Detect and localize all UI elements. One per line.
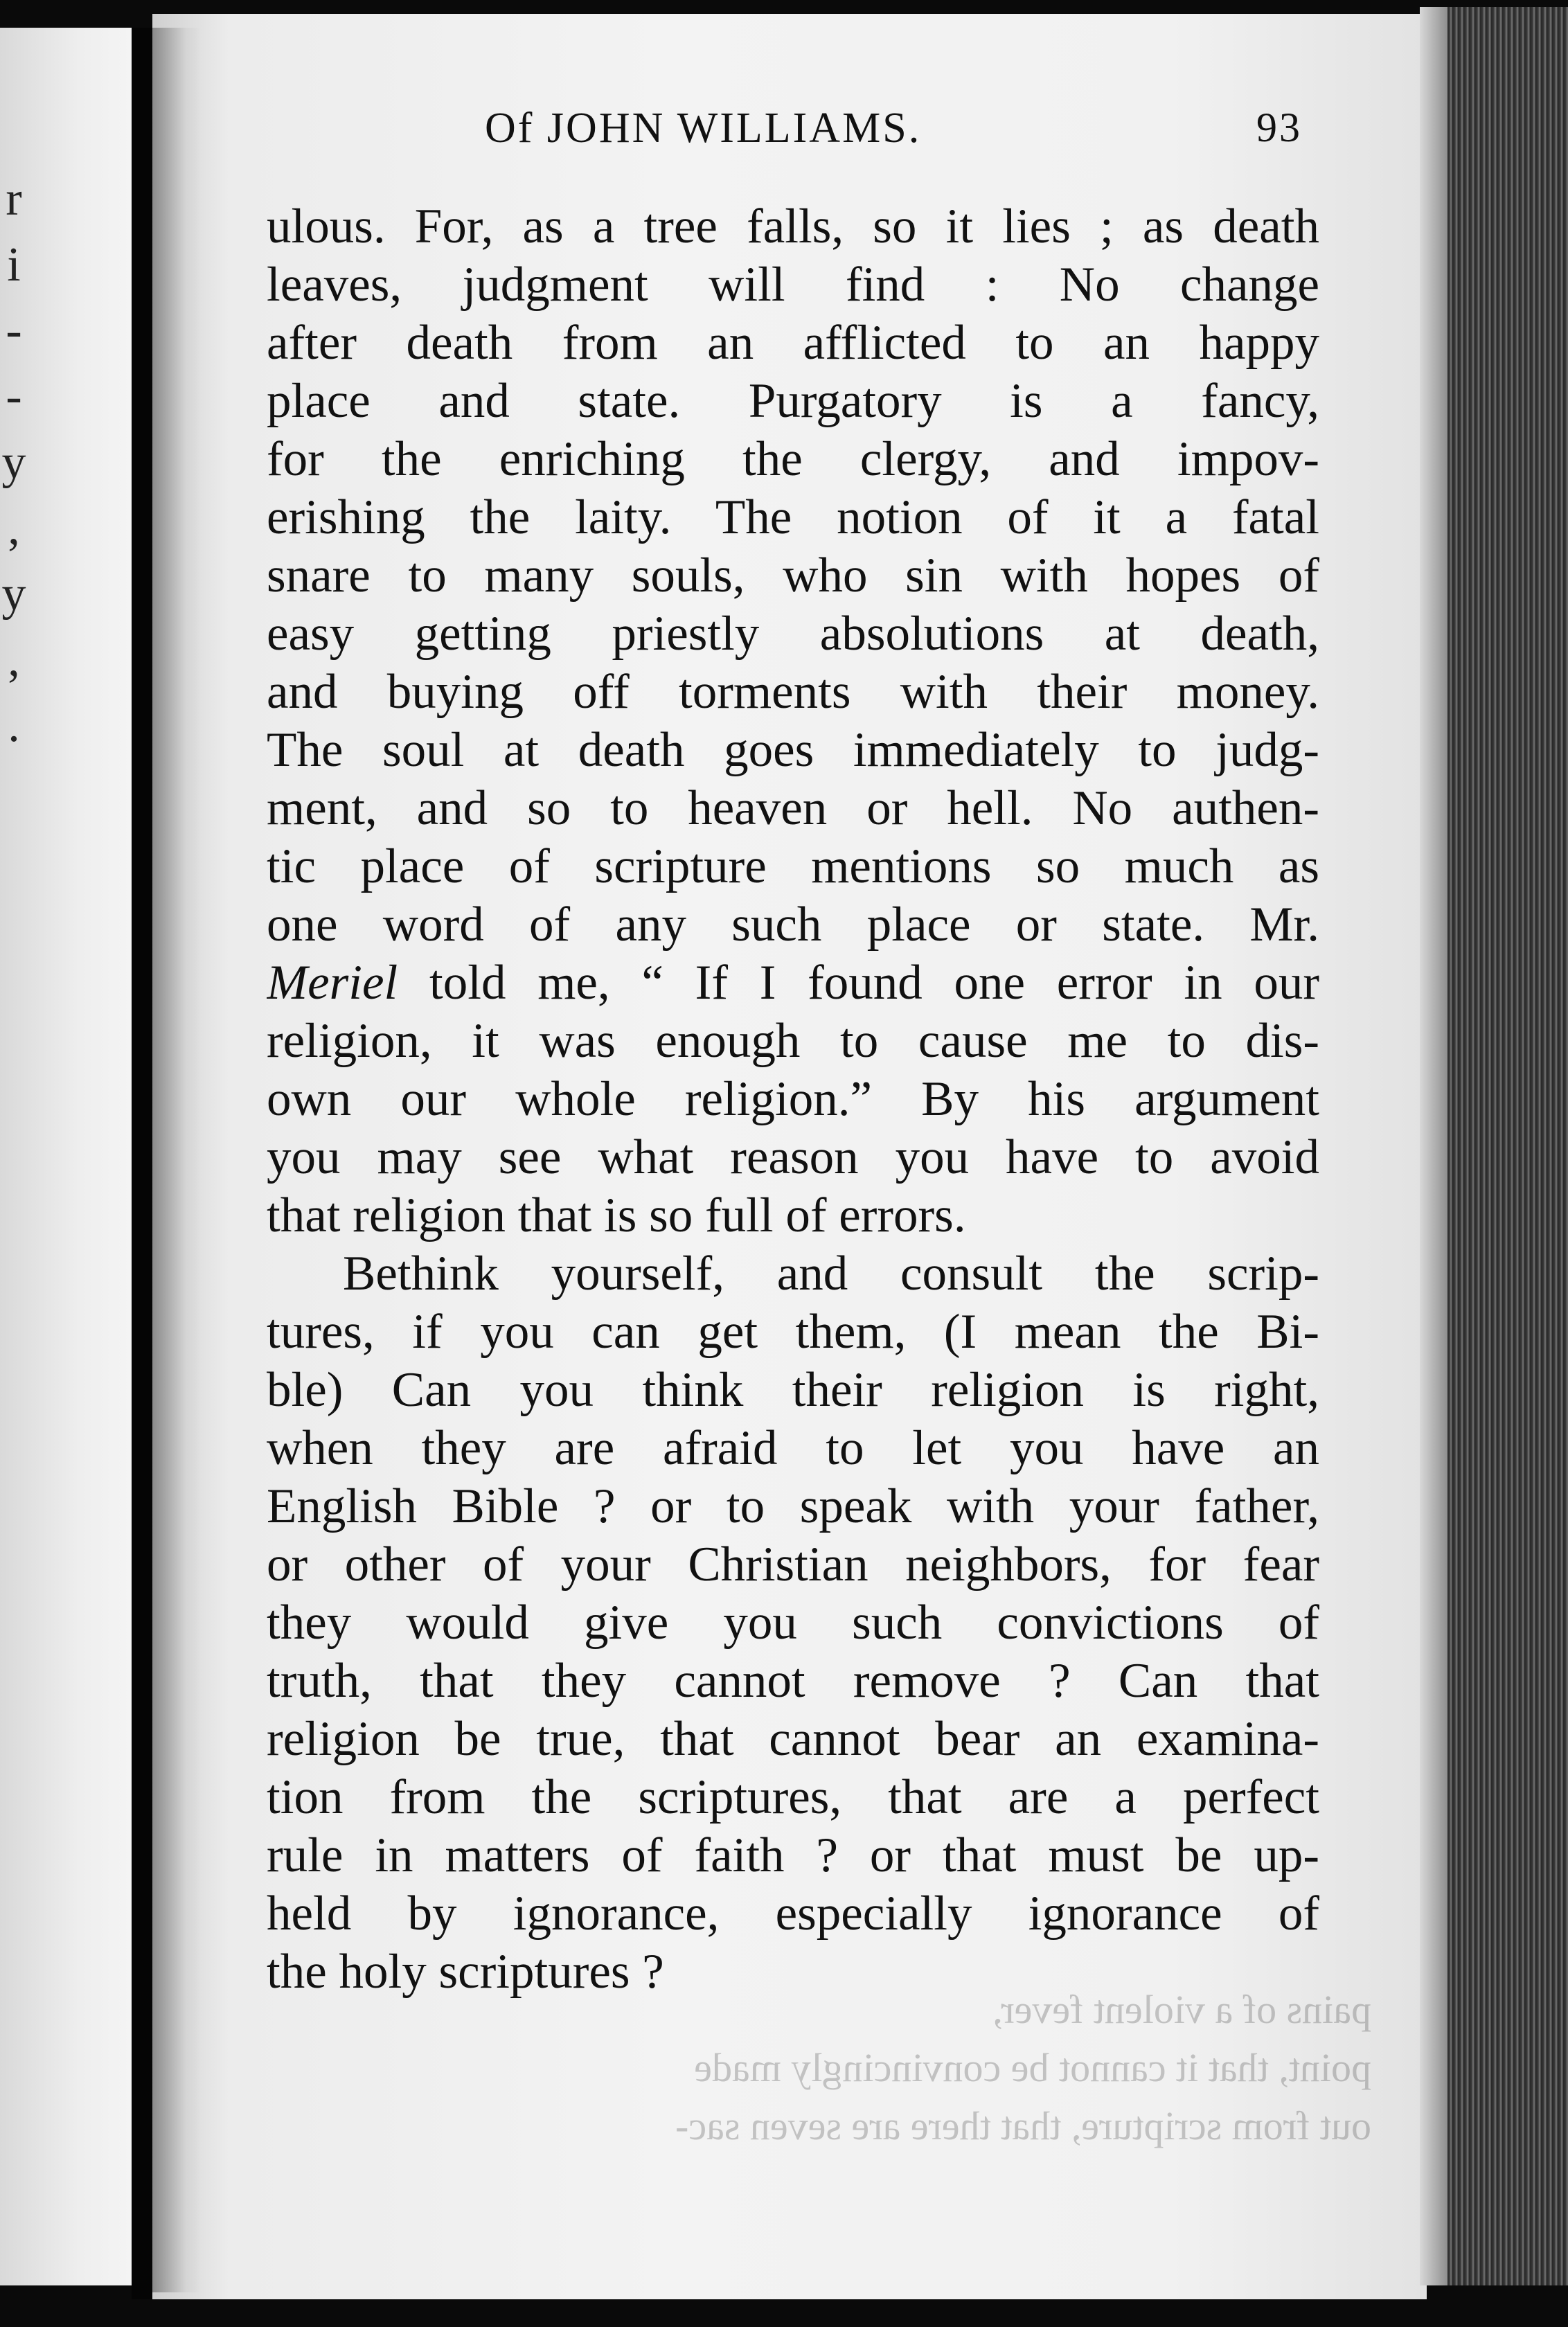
text-line: truth, that they cannot remove ? Can that [267, 1654, 1319, 1708]
page-number: 93 [1256, 105, 1302, 150]
text-line: leaves, judgment will find : No change [267, 258, 1319, 312]
text-line: when they are afraid to let you have an [267, 1421, 1319, 1475]
running-head-title: Of JOHN WILLIAMS. [485, 105, 922, 152]
text-line: Bethink yourself, and consult the scrip- [343, 1247, 1319, 1301]
text-line: held by ignorance, especially ignorance of [267, 1887, 1319, 1941]
text-line: religion be true, that cannot bear an examina- [267, 1712, 1319, 1766]
text-line: English Bible ? or to speak with your father, [267, 1479, 1319, 1533]
text-line-italic-name: Meriel told me, “ If I found one error in our [267, 956, 1319, 1010]
italic-name: Meriel [267, 956, 398, 1010]
paragraph-2 [267, 1245, 1319, 2001]
text-line: tures, if you can get them, (I mean the Bi- [267, 1305, 1319, 1359]
text-line: tic place of scripture mentions so much as [267, 839, 1319, 893]
text-line: easy getting priestly absolutions at death, [267, 607, 1319, 661]
paragraph-1 [267, 197, 1319, 1245]
text-line: ment, and so to heaven or hell. No authen- [267, 781, 1319, 835]
show-through-text [277, 1981, 1371, 2155]
facing-page-edge [0, 28, 132, 2285]
facing-page-fragments: r i - - y , y , . [1, 172, 26, 752]
text-line: erishing the laity. The notion of it a fatal [267, 490, 1319, 544]
text-line: the holy scriptures ? [267, 1945, 664, 1999]
running-head [485, 104, 1302, 166]
text-line: own our whole religion.” By his argument [267, 1072, 1319, 1126]
text-line: ulous. For, as a tree falls, so it lies ; as death [267, 199, 1319, 253]
text-line: place and state. Purgatory is a fancy, [267, 374, 1319, 428]
text-line: one word of any such place or state. Mr. [267, 898, 1319, 952]
text-line: you may see what reason you have to avoid [267, 1130, 1319, 1184]
text-line: snare to many souls, who sin with hopes of [267, 549, 1319, 603]
show-through-line: pains of a violent fever, [992, 1987, 1371, 2032]
text-line: for the enriching the clergy, and impov- [267, 432, 1319, 486]
show-through-line: point, that it cannot be convincingly made [694, 2045, 1371, 2090]
text-line: rule in matters of faith ? or that must be up- [267, 1828, 1319, 1882]
text-line: after death from an afflicted to an happy [267, 316, 1319, 370]
body-text [267, 197, 1319, 2001]
gutter-shadow [152, 28, 201, 2292]
book-gutter [132, 28, 152, 2299]
text-line: they would give you such convictions of [267, 1596, 1319, 1650]
show-through-line: out from scripture, that there are seven sac- [675, 2103, 1371, 2148]
text-line: and buying off torments with their money. [267, 665, 1319, 719]
text-line: or other of your Christian neighbors, for fear [267, 1537, 1319, 1592]
text-line: religion, it was enough to cause me to dis- [267, 1014, 1319, 1068]
text-line: ble) Can you think their religion is right, [267, 1363, 1319, 1417]
page-fore-edge-shade [1420, 7, 1447, 2285]
text-line: The soul at death goes immediately to judg- [267, 723, 1319, 777]
text-line: that religion that is so full of errors. [267, 1188, 966, 1242]
text-line: tion from the scriptures, that are a perfect [267, 1770, 1319, 1824]
